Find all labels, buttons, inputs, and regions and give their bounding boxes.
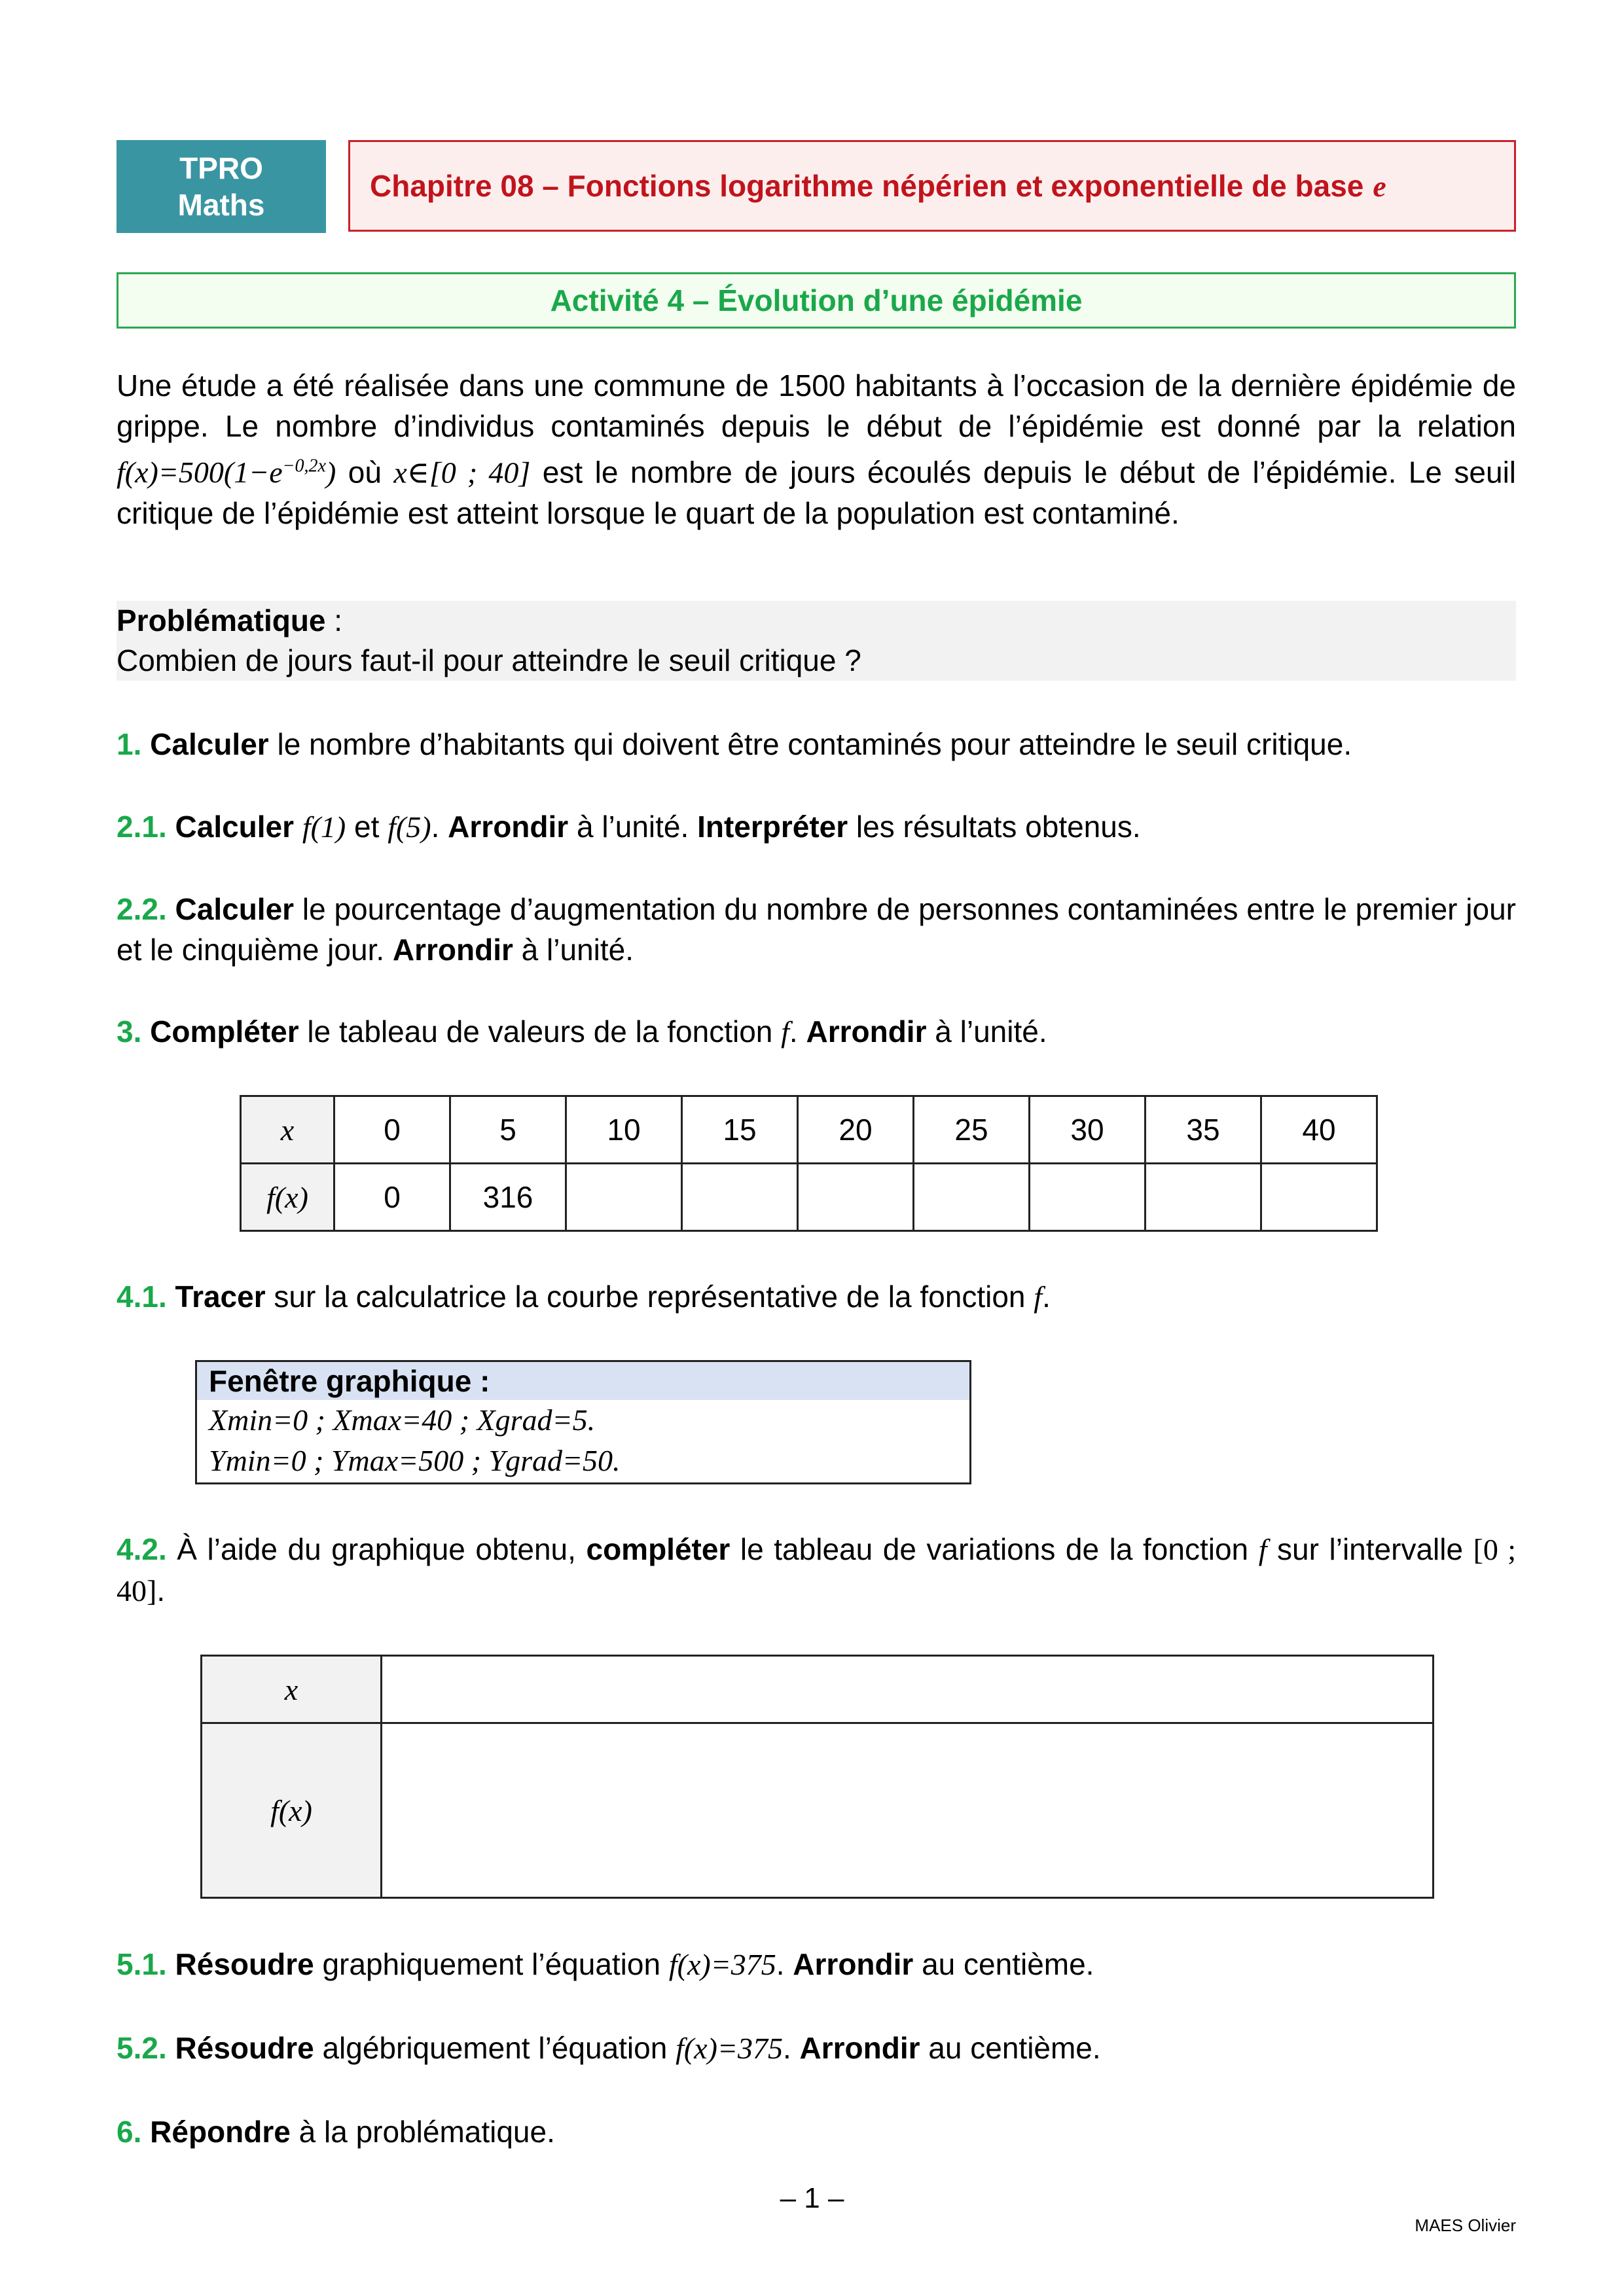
- question-number: 5.1.: [117, 1947, 167, 1981]
- x-cell: 20: [798, 1096, 914, 1164]
- intro-text-1: Une étude a été réalisée dans une commune de 1500 habitants à l’occasion de la dernière épidémie de grippe. Le nombre d’individus contaminés depuis le début de l’épidémie est donné par la relation: [117, 368, 1516, 443]
- problem-heading: [117, 601, 1516, 641]
- question-4-1: [117, 1276, 1516, 1318]
- x-cell: 30: [1030, 1096, 1146, 1164]
- question-text: le pourcentage d’augmentation du nombre de personnes contaminées entre le premier jour et le cinquième jour.: [117, 892, 1517, 967]
- action-verb: Interpréter: [697, 810, 848, 844]
- question-5-2: [117, 2028, 1516, 2069]
- activity-title: Activité 4 – Évolution d’une épidémie: [117, 272, 1516, 329]
- fx-cell[interactable]: [1146, 1164, 1261, 1231]
- question-number: 1.: [117, 727, 142, 761]
- intro-domain: x∈[0 ; 40]: [393, 456, 531, 490]
- question-text: .: [1042, 1280, 1051, 1314]
- variation-row-x: [202, 1656, 1434, 1723]
- action-verb: Arrondir: [392, 933, 513, 967]
- class-badge: [117, 140, 326, 233]
- x-cell: 25: [914, 1096, 1030, 1164]
- action-verb: Calculer: [175, 810, 295, 844]
- action-verb: Compléter: [150, 1014, 299, 1049]
- fx-cell[interactable]: 0: [334, 1164, 450, 1231]
- question-text: au centième.: [913, 1947, 1094, 1981]
- question-text: à l’unité.: [568, 810, 698, 844]
- action-verb: compléter: [586, 1532, 731, 1566]
- action-verb: Calculer: [150, 727, 269, 761]
- fx-cell[interactable]: [682, 1164, 798, 1231]
- question-2-2: [117, 889, 1516, 970]
- question-3: [117, 1011, 1516, 1052]
- question-text: sur la calculatrice la courbe représentative de la fonction: [265, 1280, 1034, 1314]
- chapter-title-text: Chapitre 08 – Fonctions logarithme népérien et exponentielle de base: [370, 169, 1364, 203]
- action-verb: Arrondir: [799, 2031, 920, 2065]
- fx-cell[interactable]: [1261, 1164, 1377, 1231]
- math-f: f: [1258, 1533, 1267, 1566]
- problem-question: Combien de jours faut-il pour atteindre le seuil critique ?: [117, 643, 861, 677]
- x-cell: 15: [682, 1096, 798, 1164]
- question-text: .: [782, 2031, 800, 2065]
- badge-line2: Maths: [177, 188, 265, 222]
- x-cell: 40: [1261, 1096, 1377, 1164]
- problem-box: [117, 601, 1516, 681]
- page-number: – 1 –: [780, 2182, 844, 2214]
- variation-x-cell[interactable]: [382, 1656, 1434, 1723]
- question-text: .: [789, 1014, 806, 1049]
- question-text: le nombre d’habitants qui doivent être contaminés pour atteindre le seuil critique.: [268, 727, 1352, 761]
- action-verb: Résoudre: [175, 1947, 314, 1981]
- question-4-2: [117, 1529, 1516, 1611]
- action-verb: Calculer: [175, 892, 295, 926]
- question-number: 5.2.: [117, 2031, 167, 2065]
- math-equation: f(x)=375: [676, 2032, 783, 2065]
- question-text: algébriquement l’équation: [314, 2031, 676, 2065]
- formula-close: ): [325, 456, 336, 490]
- math-f1: f(1): [302, 810, 346, 844]
- question-2-1: [117, 806, 1516, 848]
- question-number: 6.: [117, 2115, 142, 2149]
- question-text: les résultats obtenus.: [848, 810, 1141, 844]
- variation-table: [200, 1655, 1434, 1899]
- question-number: 2.1.: [117, 810, 167, 844]
- fx-cell[interactable]: [798, 1164, 914, 1231]
- math-interval: [0 ; 40]: [117, 1533, 1516, 1607]
- question-1: [117, 724, 1516, 764]
- question-text: au centième.: [920, 2031, 1101, 2065]
- question-text: à l’unité.: [513, 933, 634, 967]
- window-title: Fenêtre graphique :: [197, 1362, 969, 1400]
- math-f5: f(5): [388, 810, 431, 844]
- problem-colon: :: [325, 603, 343, 637]
- question-text: .: [431, 810, 448, 844]
- row-label-x: x: [241, 1096, 334, 1164]
- variation-row-fx: [202, 1723, 1434, 1898]
- question-text: le tableau de valeurs de la fonction: [298, 1014, 782, 1049]
- math-f: f: [781, 1015, 789, 1049]
- formula-exponent: −0,2x: [282, 456, 326, 476]
- intro-text-3: est le nombre de jours écoulés depuis le début de l’épidémie. Le seuil critique de l’épidémie est atteint lorsque le quart de la population est contaminé.: [117, 455, 1517, 531]
- question-text: .: [156, 1573, 166, 1607]
- action-verb: Arrondir: [793, 1947, 914, 1981]
- question-text: et: [346, 810, 388, 844]
- math-f: f: [1034, 1280, 1043, 1314]
- fx-cell[interactable]: 316: [450, 1164, 566, 1231]
- question-text: À l’aide du graphique obtenu,: [166, 1532, 586, 1566]
- question-6: [117, 2111, 1516, 2152]
- x-cell: 10: [566, 1096, 682, 1164]
- window-y-settings: Ymin=0 ; Ymax=500 ; Ygrad=50.: [209, 1444, 621, 1477]
- question-text: à la problématique.: [290, 2115, 555, 2149]
- action-verb: Tracer: [175, 1280, 266, 1314]
- question-number: 4.1.: [117, 1280, 167, 1314]
- question-number: 3.: [117, 1014, 142, 1049]
- question-text: .: [776, 1947, 793, 1981]
- math-equation: f(x)=375: [668, 1948, 776, 1981]
- question-text: sur l’intervalle: [1267, 1532, 1473, 1566]
- question-number: 4.2.: [117, 1532, 167, 1566]
- variation-fx-cell[interactable]: [382, 1723, 1434, 1898]
- row-label-fx: f(x): [241, 1164, 334, 1231]
- row-label-x: x: [202, 1656, 382, 1723]
- action-verb: Arrondir: [806, 1014, 927, 1049]
- x-cell: 0: [334, 1096, 450, 1164]
- intro-paragraph: [117, 365, 1516, 533]
- x-cell: 5: [450, 1096, 566, 1164]
- fx-cell[interactable]: [914, 1164, 1030, 1231]
- badge-line1: TPRO: [179, 151, 263, 185]
- values-row-fx: [241, 1164, 1377, 1231]
- question-text: à l’unité.: [926, 1014, 1047, 1049]
- question-number: 2.2.: [117, 892, 167, 926]
- action-verb: Arrondir: [448, 810, 569, 844]
- question-text: le tableau de variations de la fonction: [730, 1532, 1259, 1566]
- chapter-title-e: e: [1373, 169, 1386, 203]
- row-label-fx: f(x): [202, 1723, 382, 1898]
- fx-cell[interactable]: [566, 1164, 682, 1231]
- values-table: [240, 1095, 1378, 1232]
- values-row-x: [241, 1096, 1377, 1164]
- fx-cell[interactable]: [1030, 1164, 1146, 1231]
- problem-label: Problématique: [117, 603, 326, 637]
- window-x-settings: Xmin=0 ; Xmax=40 ; Xgrad=5.: [209, 1403, 596, 1437]
- x-cell: 35: [1146, 1096, 1261, 1164]
- question-5-1: [117, 1944, 1516, 1985]
- chapter-title: [348, 140, 1516, 232]
- intro-formula: [117, 456, 336, 489]
- formula-base: f(x)=500(1−e: [117, 456, 283, 490]
- action-verb: Résoudre: [175, 2031, 314, 2065]
- graphic-window-box: [195, 1360, 971, 1484]
- author-name: MAES Olivier: [1415, 2215, 1516, 2235]
- action-verb: Répondre: [150, 2115, 291, 2149]
- question-text: graphiquement l’équation: [314, 1947, 669, 1981]
- intro-text-2: où: [348, 455, 382, 490]
